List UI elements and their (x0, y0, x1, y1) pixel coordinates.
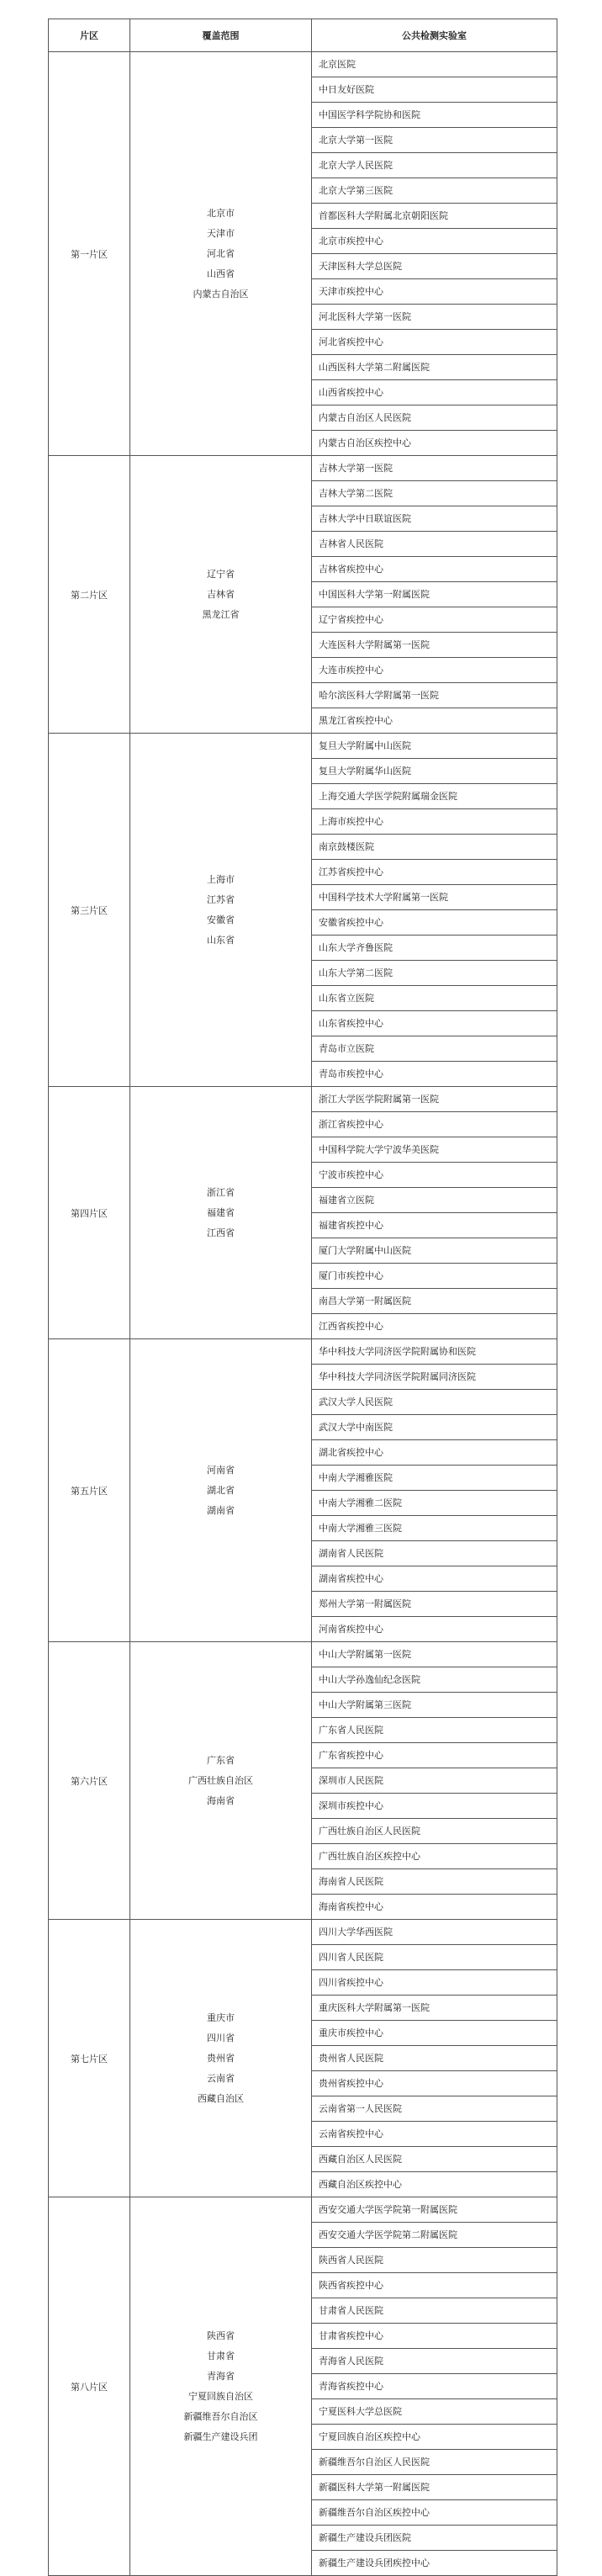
lab-name: 广东省人民医院 (312, 1718, 557, 1743)
lab-name: 吉林省人民医院 (312, 532, 557, 557)
lab-name: 山西医科大学第二附属医院 (312, 355, 557, 380)
lab-name: 南昌大学第一附属医院 (312, 1289, 557, 1314)
coverage-item: 云南省 (207, 2072, 235, 2084)
coverage-cell (130, 734, 312, 1087)
lab-name: 甘肃省疾控中心 (312, 2324, 557, 2349)
lab-name: 吉林大学第一医院 (312, 456, 557, 481)
lab-name: 中南大学湘雅医院 (312, 1466, 557, 1491)
lab-name: 宁夏医科大学总医院 (312, 2399, 557, 2425)
lab-name: 郑州大学第一附属医院 (312, 1592, 557, 1617)
lab-name: 青海省疾控中心 (312, 2374, 557, 2399)
lab-name: 河南省疾控中心 (312, 1617, 557, 1642)
lab-name: 天津医科大学总医院 (312, 254, 557, 279)
lab-name: 厦门大学附属中山医院 (312, 1238, 557, 1264)
coverage-item: 福建省 (207, 1206, 235, 1218)
lab-name: 青岛市疾控中心 (312, 1062, 557, 1087)
lab-name: 中国科学院大学宁波华美医院 (312, 1137, 557, 1163)
lab-name: 重庆医科大学附属第一医院 (312, 1996, 557, 2021)
lab-name: 新疆医科大学第一附属医院 (312, 2475, 557, 2500)
lab-name: 湖南省疾控中心 (312, 1566, 557, 1592)
header-coverage: 覆盖范围 (130, 19, 312, 52)
table-header-row (49, 19, 557, 52)
coverage-item: 安徽省 (207, 914, 235, 925)
lab-name: 福建省疾控中心 (312, 1213, 557, 1238)
lab-name: 山东大学第二医院 (312, 961, 557, 986)
lab-name: 四川省人民医院 (312, 1945, 557, 1970)
lab-name: 内蒙古自治区人民医院 (312, 405, 557, 431)
table-row (49, 1087, 557, 1112)
lab-name: 中南大学湘雅二医院 (312, 1491, 557, 1516)
lab-name: 四川省疾控中心 (312, 1970, 557, 1996)
lab-name: 云南省第一人民医院 (312, 2096, 557, 2122)
lab-name: 黑龙江省疾控中心 (312, 708, 557, 734)
lab-name: 西藏自治区疾控中心 (312, 2172, 557, 2197)
table-row (49, 1920, 557, 1945)
coverage-item: 吉林省 (207, 588, 235, 600)
lab-name: 北京医院 (312, 52, 557, 77)
header-labs: 公共检测实验室 (312, 19, 557, 52)
lab-name: 上海市疾控中心 (312, 809, 557, 835)
coverage-item: 江苏省 (207, 893, 235, 905)
lab-name: 江西省疾控中心 (312, 1314, 557, 1339)
lab-name: 西藏自治区人民医院 (312, 2147, 557, 2172)
coverage-cell (130, 52, 312, 456)
lab-name: 西安交通大学医学院第一附属医院 (312, 2197, 557, 2223)
coverage-item: 上海市 (207, 873, 235, 885)
lab-name: 北京市疾控中心 (312, 229, 557, 254)
table-row (49, 456, 557, 481)
lab-name: 首都医科大学附属北京朝阳医院 (312, 204, 557, 229)
coverage-item: 甘肃省 (207, 2350, 235, 2361)
coverage-item: 西藏自治区 (198, 2092, 244, 2104)
coverage-item: 青海省 (207, 2370, 235, 2382)
lab-name: 福建省立医院 (312, 1188, 557, 1213)
region-name: 第二片区 (49, 456, 130, 734)
lab-name: 武汉大学人民医院 (312, 1390, 557, 1415)
lab-name: 山东省立医院 (312, 986, 557, 1011)
table-body (49, 52, 557, 2576)
coverage-item: 广东省 (207, 1754, 235, 1766)
lab-name: 中山大学附属第三医院 (312, 1693, 557, 1718)
lab-name: 深圳市疾控中心 (312, 1794, 557, 1819)
table-row (49, 2197, 557, 2223)
region-name: 第四片区 (49, 1087, 130, 1339)
lab-name: 吉林大学中日联谊医院 (312, 506, 557, 532)
lab-name: 华中科技大学同济医学院附属协和医院 (312, 1339, 557, 1365)
lab-name: 中山大学附属第一医院 (312, 1642, 557, 1667)
lab-name: 宁夏回族自治区疾控中心 (312, 2425, 557, 2450)
coverage-item: 山东省 (207, 934, 235, 946)
lab-name: 西安交通大学医学院第二附属医院 (312, 2223, 557, 2248)
lab-name: 重庆市疾控中心 (312, 2021, 557, 2046)
coverage-item: 宁夏回族自治区 (188, 2390, 253, 2402)
lab-name: 浙江大学医学院附属第一医院 (312, 1087, 557, 1112)
coverage-cell (130, 456, 312, 734)
lab-name: 湖南省人民医院 (312, 1541, 557, 1566)
lab-name: 云南省疾控中心 (312, 2122, 557, 2147)
lab-name: 安徽省疾控中心 (312, 910, 557, 936)
coverage-cell (130, 1920, 312, 2197)
lab-name: 浙江省疾控中心 (312, 1112, 557, 1137)
lab-name: 深圳市人民医院 (312, 1768, 557, 1794)
coverage-item: 湖北省 (207, 1484, 235, 1496)
coverage-item: 重庆市 (207, 2012, 235, 2023)
lab-name: 海南省人民医院 (312, 1869, 557, 1895)
lab-name: 哈尔滨医科大学附属第一医院 (312, 683, 557, 708)
lab-name: 华中科技大学同济医学院附属同济医院 (312, 1365, 557, 1390)
lab-name: 新疆维吾尔自治区疾控中心 (312, 2500, 557, 2526)
table-row (49, 734, 557, 759)
lab-name: 新疆生产建设兵团疾控中心 (312, 2551, 557, 2576)
region-name: 第七片区 (49, 1920, 130, 2197)
lab-name: 中国医学科学院协和医院 (312, 103, 557, 128)
lab-name: 武汉大学中南医院 (312, 1415, 557, 1440)
region-name: 第五片区 (49, 1339, 130, 1642)
coverage-cell (130, 1339, 312, 1642)
lab-name: 广西壮族自治区人民医院 (312, 1819, 557, 1844)
lab-name: 陕西省疾控中心 (312, 2273, 557, 2298)
lab-name: 中国医科大学第一附属医院 (312, 582, 557, 607)
coverage-item: 江西省 (207, 1227, 235, 1238)
lab-name: 中国科学技术大学附属第一医院 (312, 885, 557, 910)
coverage-item: 贵州省 (207, 2052, 235, 2064)
lab-name: 广西壮族自治区疾控中心 (312, 1844, 557, 1869)
lab-name: 四川大学华西医院 (312, 1920, 557, 1945)
lab-name: 复旦大学附属中山医院 (312, 734, 557, 759)
coverage-item: 山西省 (207, 268, 235, 279)
lab-name: 广东省疾控中心 (312, 1743, 557, 1768)
coverage-cell (130, 1087, 312, 1339)
coverage-item: 辽宁省 (207, 568, 235, 580)
coverage-item: 陕西省 (207, 2330, 235, 2341)
lab-name: 吉林大学第二医院 (312, 481, 557, 506)
coverage-item: 河南省 (207, 1464, 235, 1476)
lab-table (48, 19, 557, 2576)
lab-name: 青岛市立医院 (312, 1036, 557, 1062)
lab-name: 新疆维吾尔自治区人民医院 (312, 2450, 557, 2475)
lab-name: 上海交通大学医学院附属瑞金医院 (312, 784, 557, 809)
region-name: 第六片区 (49, 1642, 130, 1920)
lab-name: 天津市疾控中心 (312, 279, 557, 305)
lab-name: 中南大学湘雅三医院 (312, 1516, 557, 1541)
coverage-cell (130, 1642, 312, 1920)
lab-name: 新疆生产建设兵团医院 (312, 2526, 557, 2551)
lab-name: 青海省人民医院 (312, 2349, 557, 2374)
lab-name: 山东大学齐鲁医院 (312, 936, 557, 961)
lab-name: 大连医科大学附属第一医院 (312, 633, 557, 658)
region-name: 第八片区 (49, 2197, 130, 2576)
lab-name: 大连市疾控中心 (312, 658, 557, 683)
coverage-item: 广西壮族自治区 (188, 1774, 253, 1786)
lab-name: 北京大学人民医院 (312, 153, 557, 178)
lab-name: 江苏省疾控中心 (312, 860, 557, 885)
lab-name: 贵州省人民医院 (312, 2046, 557, 2071)
coverage-cell (130, 2197, 312, 2576)
region-name: 第一片区 (49, 52, 130, 456)
lab-name: 山东省疾控中心 (312, 1011, 557, 1036)
coverage-item: 天津市 (207, 227, 235, 239)
table-row (49, 1642, 557, 1667)
lab-name: 湖北省疾控中心 (312, 1440, 557, 1466)
coverage-item: 海南省 (207, 1794, 235, 1806)
table-row (49, 52, 557, 77)
coverage-item: 新疆维吾尔自治区 (183, 2410, 258, 2422)
lab-name: 辽宁省疾控中心 (312, 607, 557, 633)
lab-name: 河北省疾控中心 (312, 330, 557, 355)
lab-name: 河北医科大学第一医院 (312, 305, 557, 330)
coverage-item: 北京市 (207, 207, 235, 219)
coverage-item: 四川省 (207, 2032, 235, 2043)
lab-name: 宁波市疾控中心 (312, 1163, 557, 1188)
lab-name: 中日友好医院 (312, 77, 557, 103)
header-region: 片区 (49, 19, 130, 52)
lab-name: 甘肃省人民医院 (312, 2298, 557, 2324)
lab-name: 内蒙古自治区疾控中心 (312, 431, 557, 456)
lab-name: 贵州省疾控中心 (312, 2071, 557, 2096)
lab-name: 中山大学孙逸仙纪念医院 (312, 1667, 557, 1693)
lab-name: 山西省疾控中心 (312, 380, 557, 405)
coverage-item: 湖南省 (207, 1504, 235, 1516)
coverage-item: 浙江省 (207, 1186, 235, 1198)
coverage-item: 内蒙古自治区 (193, 288, 249, 299)
coverage-item: 河北省 (207, 247, 235, 259)
region-name: 第三片区 (49, 734, 130, 1087)
lab-name: 吉林省疾控中心 (312, 557, 557, 582)
lab-name: 北京大学第一医院 (312, 128, 557, 153)
lab-name: 海南省疾控中心 (312, 1895, 557, 1920)
lab-name: 厦门市疾控中心 (312, 1264, 557, 1289)
coverage-item: 黑龙江省 (202, 608, 240, 620)
lab-name: 陕西省人民医院 (312, 2248, 557, 2273)
lab-name: 北京大学第三医院 (312, 178, 557, 204)
coverage-item: 新疆生产建设兵团 (183, 2430, 258, 2442)
lab-name: 复旦大学附属华山医院 (312, 759, 557, 784)
table-row (49, 1339, 557, 1365)
lab-name: 南京鼓楼医院 (312, 835, 557, 860)
